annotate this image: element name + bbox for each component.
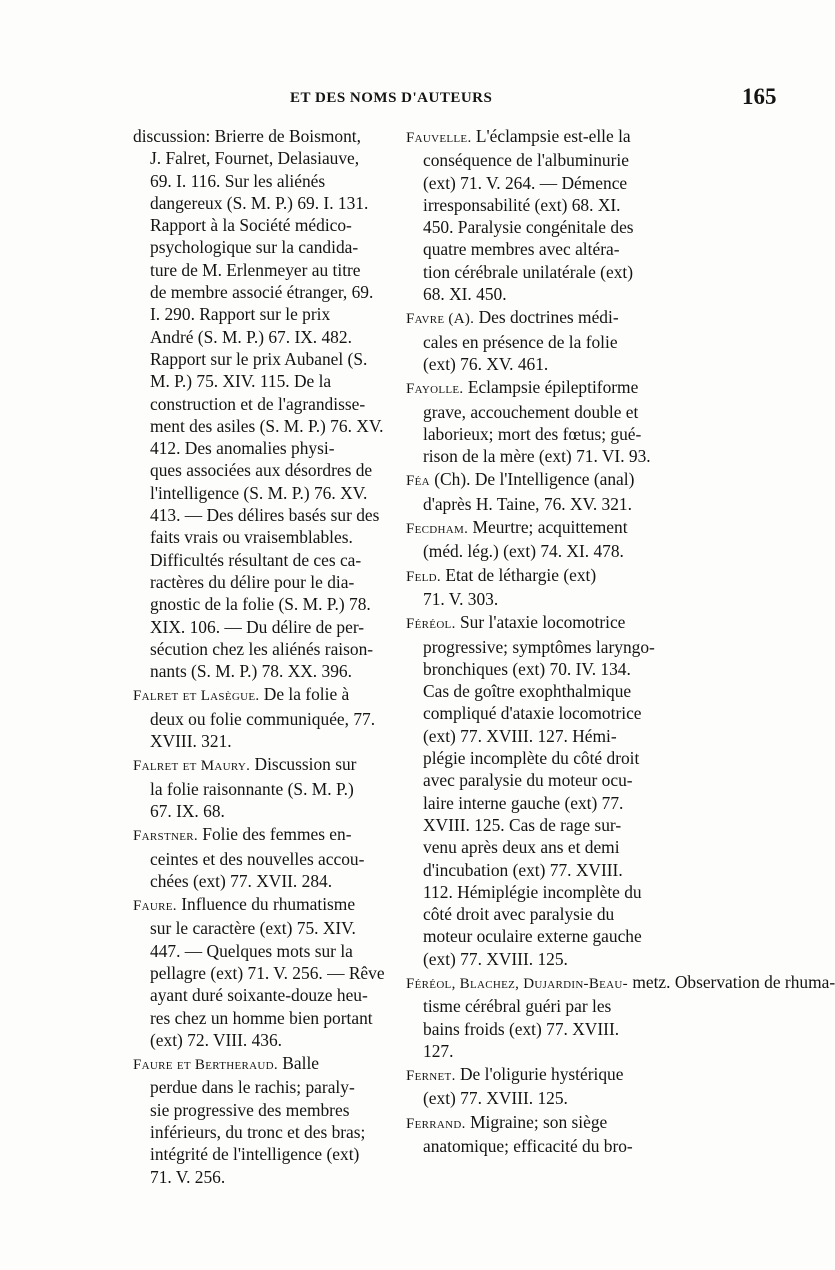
entry-line: Rapport à la Société médico-: [150, 215, 352, 236]
entry-line: XVIII. 321.: [150, 731, 232, 752]
entry-line: gnostic de la folie (S. M. P.) 78.: [150, 594, 371, 615]
author-name: Faure et Bertheraud.: [133, 1057, 278, 1074]
entry-line: André (S. M. P.) 67. IX. 482.: [150, 326, 352, 347]
entry-line: 69. I. 116. Sur les aliénés: [150, 170, 326, 191]
entry-line: ceintes et des nouvelles accou-: [150, 848, 365, 869]
entry-line: construction et de l'agrandisse-: [150, 393, 366, 414]
index-entry: [406, 1063, 674, 1110]
entry-line: moteur oculaire externe gauche: [423, 926, 642, 947]
entry-line: Cas de goître exophthalmique: [423, 681, 632, 702]
author-name: Falret et Maury.: [133, 758, 251, 775]
entry-line: la folie raisonnante (S. M. P.): [150, 778, 354, 799]
entry-line: ractères du délire pour le dia-: [150, 571, 355, 592]
entry-line: pellagre (ext) 71. V. 256. — Rêve: [150, 962, 385, 983]
entry-line: (ext) 72. VIII. 436.: [150, 1029, 283, 1050]
entry-line: intégrité de l'intelligence (ext): [150, 1144, 360, 1165]
entry-line: 112. Hémiplégie incomplète du: [423, 881, 642, 902]
entry-line: De l'oligurie hystérique: [460, 1064, 624, 1085]
entry-line: grave, accouchement double et: [423, 401, 639, 422]
author-name: Fauvelle.: [406, 130, 472, 146]
index-entry: [133, 893, 395, 1051]
entry-line: Etat de léthargie (ext): [445, 564, 597, 585]
author-name: Faure.: [133, 898, 177, 915]
entry-line: sur le caractère (ext) 75. XIV.: [150, 918, 356, 939]
entry-line: Sur l'ataxie locomotrice: [460, 612, 626, 633]
entry-line: res chez un homme bien portant: [150, 1007, 373, 1028]
entry-line: Des doctrines médi-: [478, 307, 619, 328]
entry-line: faits vrais ou vraisemblables.: [150, 527, 353, 548]
entry-line: l'intelligence (S. M. P.) 76. XV.: [150, 482, 368, 503]
entry-line: ment des asiles (S. M. P.) 76. XV.: [150, 415, 384, 436]
entry-line: Rapport sur le prix Aubanel (S.: [150, 348, 368, 369]
author-name: Féréol.: [406, 616, 456, 633]
entry-line: 68. XI. 450.: [423, 284, 507, 305]
entry-line: M. P.) 75. XIV. 115. De la: [150, 371, 332, 392]
entry-line: J. Falret, Fournet, Delasiauve,: [150, 148, 360, 169]
entry-line: de membre associé étranger, 69.: [150, 282, 374, 303]
author-name: Falret et Lasègue.: [133, 688, 260, 705]
entry-line: 71. V. 303.: [423, 588, 499, 609]
entry-line: laborieux; mort des fœtus; gué-: [423, 423, 642, 444]
entry-line: (Ch). De l'Intelligence (anal): [434, 469, 635, 490]
entry-line: Migraine; son siège: [470, 1111, 608, 1132]
entry-line: 447. — Quelques mots sur la: [150, 940, 353, 961]
entry-line: I. 290. Rapport sur le prix: [150, 304, 331, 325]
index-entry: [406, 376, 674, 467]
entry-line: psychologique sur la candida-: [150, 237, 359, 258]
entry-line: 412. Des anomalies physi-: [150, 438, 335, 459]
author-name: Fayolle.: [406, 381, 464, 398]
entry-line: d'incubation (ext) 77. XVIII.: [423, 859, 623, 880]
index-entry: [406, 1111, 674, 1158]
entry-line: rison de la mère (ext) 71. VI. 93.: [423, 446, 651, 467]
index-entry: [406, 306, 674, 375]
index-entry: [406, 468, 674, 515]
entry-line: bains froids (ext) 77. XVIII.: [423, 1018, 620, 1039]
entry-line: cales en présence de la folie: [423, 331, 618, 352]
entry-line: irresponsabilité (ext) 68. XI.: [423, 194, 621, 215]
entry-line: nants (S. M. P.) 78. XX. 396.: [150, 661, 352, 682]
entry-line: dangereux (S. M. P.) 69. I. 131.: [150, 192, 369, 213]
entry-line: L'éclampsie est-elle la: [475, 126, 631, 146]
index-entry: [406, 516, 674, 563]
entry-line: laire interne gauche (ext) 77.: [423, 792, 624, 813]
index-entry: [406, 125, 674, 305]
entry-line: metz. Observation de rhuma-: [632, 971, 835, 992]
author-name: Fernet.: [406, 1068, 456, 1085]
entry-line: Folie des femmes en-: [202, 824, 352, 845]
index-entry: [133, 1052, 395, 1188]
entry-line: Influence du rhumatisme: [181, 894, 356, 915]
entry-line: inférieurs, du tronc et des bras;: [150, 1122, 366, 1143]
entry-line: 71. V. 256.: [150, 1166, 226, 1187]
entry-line: perdue dans le rachis; paraly-: [150, 1077, 355, 1098]
entry-line: progressive; symptômes laryngo-: [423, 636, 655, 657]
entry-line: 413. — Des délires basés sur des: [150, 505, 380, 526]
entry-line: ques associées aux désordres de: [150, 460, 373, 481]
entry-line: De la folie à: [263, 684, 350, 705]
index-entry: [406, 971, 835, 1062]
entry-line: 127.: [423, 1040, 454, 1061]
author-name: Féa: [406, 473, 430, 490]
entry-line: (méd. lég.) (ext) 74. XI. 478.: [423, 541, 624, 562]
entry-line: Meurtre; acquittement: [472, 517, 628, 538]
entry-line: Discussion sur: [254, 754, 357, 775]
index-entry: [406, 611, 674, 970]
entry-line: quatre membres avec altéra-: [423, 239, 620, 260]
entry-line: tisme cérébral guéri par les: [423, 996, 612, 1017]
entry-line: venu après deux ans et demi: [423, 837, 620, 858]
entry-line: (ext) 71. V. 264. — Démence: [423, 172, 628, 193]
entry-line: bronchiques (ext) 70. IV. 134.: [423, 658, 631, 679]
index-entry: [133, 125, 395, 682]
right-column: [406, 125, 835, 1158]
index-entry: [133, 683, 395, 752]
entry-line: compliqué d'ataxie locomotrice: [423, 703, 642, 724]
entry-line: deux ou folie communiquée, 77.: [150, 708, 376, 729]
entry-line: 67. IX. 68.: [150, 800, 225, 821]
author-name: Féréol, Blachez, Dujardin-Beau-: [406, 975, 628, 992]
author-name: Farstner.: [133, 828, 198, 845]
entry-line: XIX. 106. — Du délire de per-: [150, 616, 365, 637]
author-name: Ferrand.: [406, 1115, 466, 1132]
entry-line: anatomique; efficacité du bro-: [423, 1136, 633, 1157]
running-title: ET DES NOMS D'AUTEURS: [290, 90, 493, 106]
entry-line: Difficultés résultant de ces ca-: [150, 549, 362, 570]
entry-line: ture de M. Erlenmeyer au titre: [150, 259, 361, 280]
entry-line: côté droit avec paralysie du: [423, 904, 615, 925]
entry-line: (ext) 77. XVIII. 125.: [423, 948, 568, 969]
entry-line: plégie incomplète du côté droit: [423, 748, 640, 769]
entry-line: tion cérébrale unilatérale (ext): [423, 261, 634, 282]
entry-line: 450. Paralysie congénitale des: [423, 217, 634, 238]
entry-line: sécution chez les aliénés raison-: [150, 638, 374, 659]
entry-line: XVIII. 125. Cas de rage sur-: [423, 814, 622, 835]
entry-line: chées (ext) 77. XVII. 284.: [150, 870, 333, 891]
author-name: Favre (A).: [406, 311, 475, 328]
entry-line: avec paralysie du moteur ocu-: [423, 770, 633, 791]
page-number: 165: [742, 84, 777, 109]
entry-line: Eclampsie épileptiforme: [467, 377, 639, 398]
author-name: Feld.: [406, 568, 441, 585]
entry-line: (ext) 76. XV. 461.: [423, 353, 549, 374]
entry-line: (ext) 77. XVIII. 127. Hémi-: [423, 725, 617, 746]
entry-line: discussion: Brierre de Boismont,: [133, 126, 361, 146]
entry-line: (ext) 77. XVIII. 125.: [423, 1088, 568, 1109]
author-name: Fecdham.: [406, 521, 469, 538]
index-entry: [133, 753, 395, 822]
entry-line: sie progressive des membres: [150, 1099, 350, 1120]
entry-line: Balle: [282, 1053, 319, 1074]
entry-line: ayant duré soixante-douze heu-: [150, 985, 368, 1006]
entry-line: conséquence de l'albuminurie: [423, 150, 629, 171]
index-entry: [406, 564, 674, 611]
left-column: [133, 125, 395, 1189]
entry-line: d'après H. Taine, 76. XV. 321.: [423, 493, 632, 514]
index-entry: [133, 823, 395, 892]
